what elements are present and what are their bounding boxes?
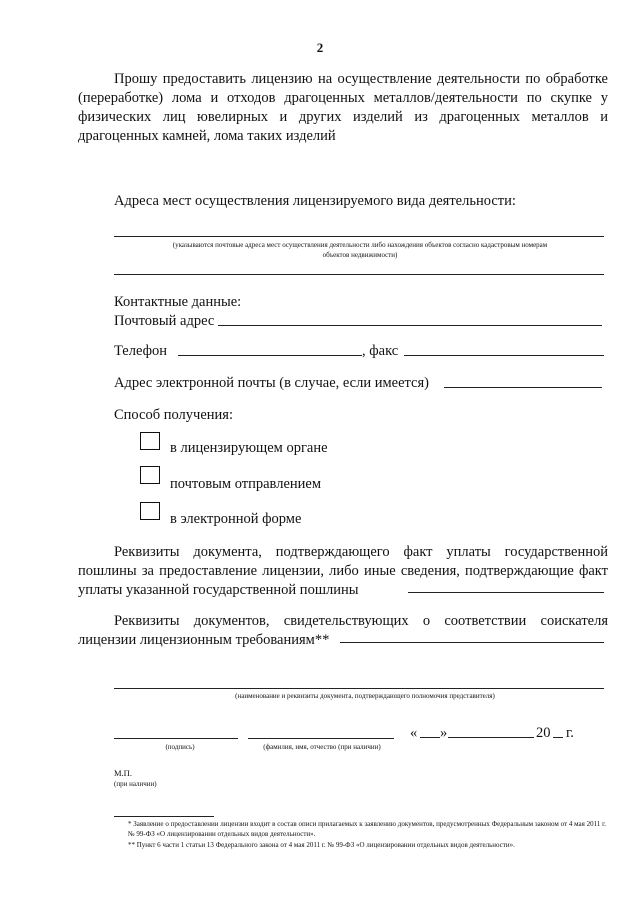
option-label-mail: почтовым отправлением xyxy=(170,476,322,492)
date-close-quote: » xyxy=(440,725,448,741)
date-open-quote: « xyxy=(410,725,418,741)
documents-field[interactable] xyxy=(340,642,604,643)
option-checkbox-mail[interactable] xyxy=(140,466,160,484)
full-name-field[interactable] xyxy=(248,738,394,739)
addresses-line-1[interactable] xyxy=(114,236,604,237)
addresses-label: Адреса мест осуществления лицензируемого вида деятельности: xyxy=(114,193,516,209)
option-checkbox-electronic[interactable] xyxy=(140,502,160,520)
request-paragraph: Прошу предоставить лицензию на осуществление деятельности по обработке (переработке) лома и отходов драгоценных металлов/деятельности по скупке у физических лиц ювелирных и других изделий из драгоценных металлов и драгоценных камней, лома таких изделий xyxy=(78,71,608,144)
stamp-label: М.П. xyxy=(114,768,132,778)
stamp-hint: (при наличии) xyxy=(114,780,157,788)
documents-paragraph: Реквизиты документов, свидетельствующих о соответствии соискателя лицензии лицензионным требованиям** xyxy=(78,613,608,648)
page-number: 2 xyxy=(316,40,324,55)
footnote-separator xyxy=(114,816,214,817)
date-month-field[interactable] xyxy=(448,737,534,738)
phone-label: Телефон xyxy=(114,343,167,359)
footnote-2: ** Пункт 6 части 1 статьи 13 Федерального закона от 4 мая 2011 г. № 99-ФЗ «О лицензировании отдельных видов деятельности». xyxy=(128,841,515,849)
option-label-authority: в лицензирующем органе xyxy=(170,440,328,456)
date-day-field[interactable] xyxy=(420,737,440,738)
postal-address-field[interactable] xyxy=(218,325,602,326)
addresses-hint: (указываются почтовые адреса мест осуществления деятельности либо нахождения объектов согласно кадастровым номерам объектов недвижимости) xyxy=(172,241,548,259)
email-field[interactable] xyxy=(444,387,602,388)
option-label-electronic: в электронной форме xyxy=(170,511,302,527)
contacts-label: Контактные данные: xyxy=(114,294,242,310)
authority-hint: (наименование и реквизиты документа, подтверждающего полномочия представителя) xyxy=(235,692,495,700)
footnote-1: * Заявление о предоставлении лицензии входит в состав описи прилагаемых к заявлению документов, предусмотренных Федеральным законом от 4 мая 2011 г. № 99-ФЗ «О лицензировании отдельных видов деятельности». xyxy=(128,820,606,838)
fax-field[interactable] xyxy=(404,355,604,356)
signature-hint: (подпись) xyxy=(165,743,195,751)
phone-field[interactable] xyxy=(178,355,362,356)
payment-paragraph: Реквизиты документа, подтверждающего факт уплаты государственной пошлины за предоставление лицензии, либо иные сведения, подтверждающие факт уплаты указанной государственной пошлины xyxy=(78,544,608,598)
option-checkbox-authority[interactable] xyxy=(140,432,160,450)
year-prefix: 20 xyxy=(536,725,551,741)
name-hint: (фамилия, имя, отчество (при наличии) xyxy=(263,743,381,751)
signature-field[interactable] xyxy=(114,738,238,739)
fax-label: , факс xyxy=(362,343,399,359)
date-year-field[interactable] xyxy=(553,737,563,738)
year-suffix: г. xyxy=(566,725,574,741)
addresses-line-2[interactable] xyxy=(114,274,604,275)
email-label: Адрес электронной почты (в случае, если имеется) xyxy=(114,375,429,391)
payment-field[interactable] xyxy=(408,592,604,593)
method-label: Способ получения: xyxy=(114,407,233,423)
postal-label: Почтовый адрес xyxy=(114,313,215,329)
authority-line[interactable] xyxy=(114,688,604,689)
